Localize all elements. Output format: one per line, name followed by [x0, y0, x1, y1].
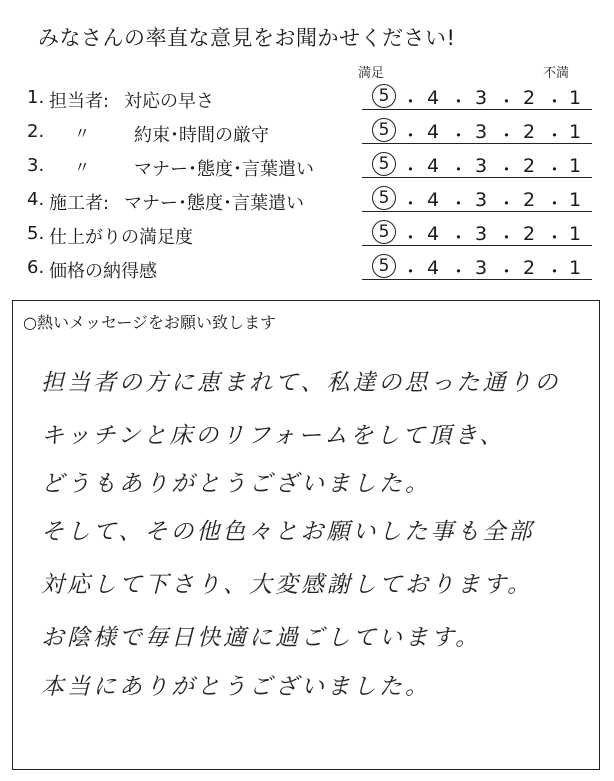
question-item: 約束･時間の厳守: [134, 125, 269, 146]
message-box: [12, 300, 600, 770]
rating-separator: ･: [406, 92, 415, 113]
rating-option: 3: [474, 121, 488, 143]
handwritten-line: 担当者の方に恵まれて、私達の思った通りの: [41, 370, 561, 396]
rating-separator: ･: [550, 126, 559, 147]
question-row: [22, 250, 592, 284]
question-number: 6.: [27, 257, 45, 278]
rating-option: 4: [426, 257, 440, 279]
rating-option-selected: 5: [372, 220, 396, 244]
message-box-label: ○熱いメッセージをお願い致します: [23, 313, 277, 332]
rating-option: 2: [522, 87, 536, 109]
handwritten-line: どうもありがとうございました。: [41, 471, 431, 497]
rating-option: 1: [568, 223, 582, 245]
rating-separator: ･: [454, 228, 463, 249]
handwritten-line: お陰様で毎日快適に過ごしています。: [41, 625, 482, 651]
rating-separator: ･: [454, 194, 463, 215]
rating-option: 3: [474, 223, 488, 245]
question-number: 3.: [27, 155, 45, 176]
rating-option: 4: [426, 121, 440, 143]
rating-separator: ･: [550, 228, 559, 249]
rating-option-selected: 5: [372, 254, 396, 278]
rating-option-selected: 5: [372, 118, 396, 142]
rating-option: 3: [474, 87, 488, 109]
question-number: 5.: [27, 223, 45, 244]
rating-separator: ･: [550, 194, 559, 215]
rating-option: 3: [474, 257, 488, 279]
ditto-mark: 〃: [74, 124, 91, 143]
question-item: マナー･態度･言葉遣い: [134, 159, 314, 180]
rating-underline: [362, 177, 592, 178]
rating-option: 4: [426, 87, 440, 109]
question-row: [22, 80, 592, 114]
question-item: 価格の納得感: [49, 261, 157, 282]
question-number: 4.: [27, 189, 45, 210]
rating-scale: [362, 216, 592, 250]
question-item: 仕上がりの満足度: [49, 227, 193, 248]
rating-option: 2: [522, 223, 536, 245]
rating-option: 3: [474, 155, 488, 177]
rating-option: 3: [474, 189, 488, 211]
rating-underline: [362, 109, 592, 110]
rating-separator: ･: [406, 262, 415, 283]
question-item: 対応の早さ: [124, 91, 214, 112]
handwritten-line: キッチンと床のリフォームをして頂き、: [41, 423, 506, 449]
question-number: 2.: [27, 121, 45, 142]
rating-option: 1: [568, 189, 582, 211]
question-number: 1.: [27, 87, 45, 108]
rating-scale: [362, 182, 592, 216]
survey-title: みなさんの率直な意見をお聞かせください!: [38, 26, 456, 50]
rating-separator: ･: [502, 92, 511, 113]
rating-separator: ･: [406, 126, 415, 147]
rating-option: 1: [568, 121, 582, 143]
rating-separator: ･: [502, 160, 511, 181]
rating-separator: ･: [502, 228, 511, 249]
rating-underline: [362, 245, 592, 246]
rating-option-selected: 5: [372, 152, 396, 176]
ditto-mark: 〃: [74, 158, 91, 177]
rating-option: 1: [568, 87, 582, 109]
rating-separator: ･: [406, 194, 415, 215]
survey-questions: [22, 80, 592, 284]
rating-option: 4: [426, 223, 440, 245]
rating-option: 2: [522, 257, 536, 279]
rating-option-selected: 5: [372, 84, 396, 108]
question-row: [22, 114, 592, 148]
handwritten-line: 本当にありがとうございました。: [41, 674, 431, 700]
rating-separator: ･: [454, 262, 463, 283]
rating-option: 2: [522, 189, 536, 211]
rating-option: 1: [568, 257, 582, 279]
rating-option: 4: [426, 189, 440, 211]
rating-scale: [362, 114, 592, 148]
rating-separator: ･: [502, 126, 511, 147]
question-row: [22, 148, 592, 182]
rating-option: 4: [426, 155, 440, 177]
rating-option-selected: 5: [372, 186, 396, 210]
rating-separator: ･: [502, 262, 511, 283]
rating-scale: [362, 250, 592, 284]
question-row: [22, 216, 592, 250]
rating-separator: ･: [502, 194, 511, 215]
rating-separator: ･: [550, 262, 559, 283]
handwritten-line: そして、その他色々とお願いした事も全部: [41, 519, 535, 545]
rating-separator: ･: [454, 126, 463, 147]
question-category: 施工者:: [49, 193, 110, 214]
rating-underline: [362, 279, 592, 280]
rating-separator: ･: [550, 160, 559, 181]
rating-separator: ･: [406, 228, 415, 249]
rating-separator: ･: [454, 160, 463, 181]
rating-scale: [362, 148, 592, 182]
rating-underline: [362, 143, 592, 144]
handwritten-line: 対応して下さり、大変感謝しております。: [41, 572, 534, 598]
rating-separator: ･: [550, 92, 559, 113]
rating-underline: [362, 211, 592, 212]
rating-separator: ･: [454, 92, 463, 113]
question-category: 担当者:: [49, 91, 110, 112]
rating-option: 2: [522, 155, 536, 177]
question-item: マナー･態度･言葉遣い: [124, 193, 304, 214]
rating-option: 2: [522, 121, 536, 143]
rating-option: 1: [568, 155, 582, 177]
question-row: [22, 182, 592, 216]
scale-label-satisfied: 満足: [358, 66, 385, 81]
rating-scale: [362, 80, 592, 114]
rating-separator: ･: [406, 160, 415, 181]
scale-label-dissatisfied: 不満: [543, 66, 570, 81]
